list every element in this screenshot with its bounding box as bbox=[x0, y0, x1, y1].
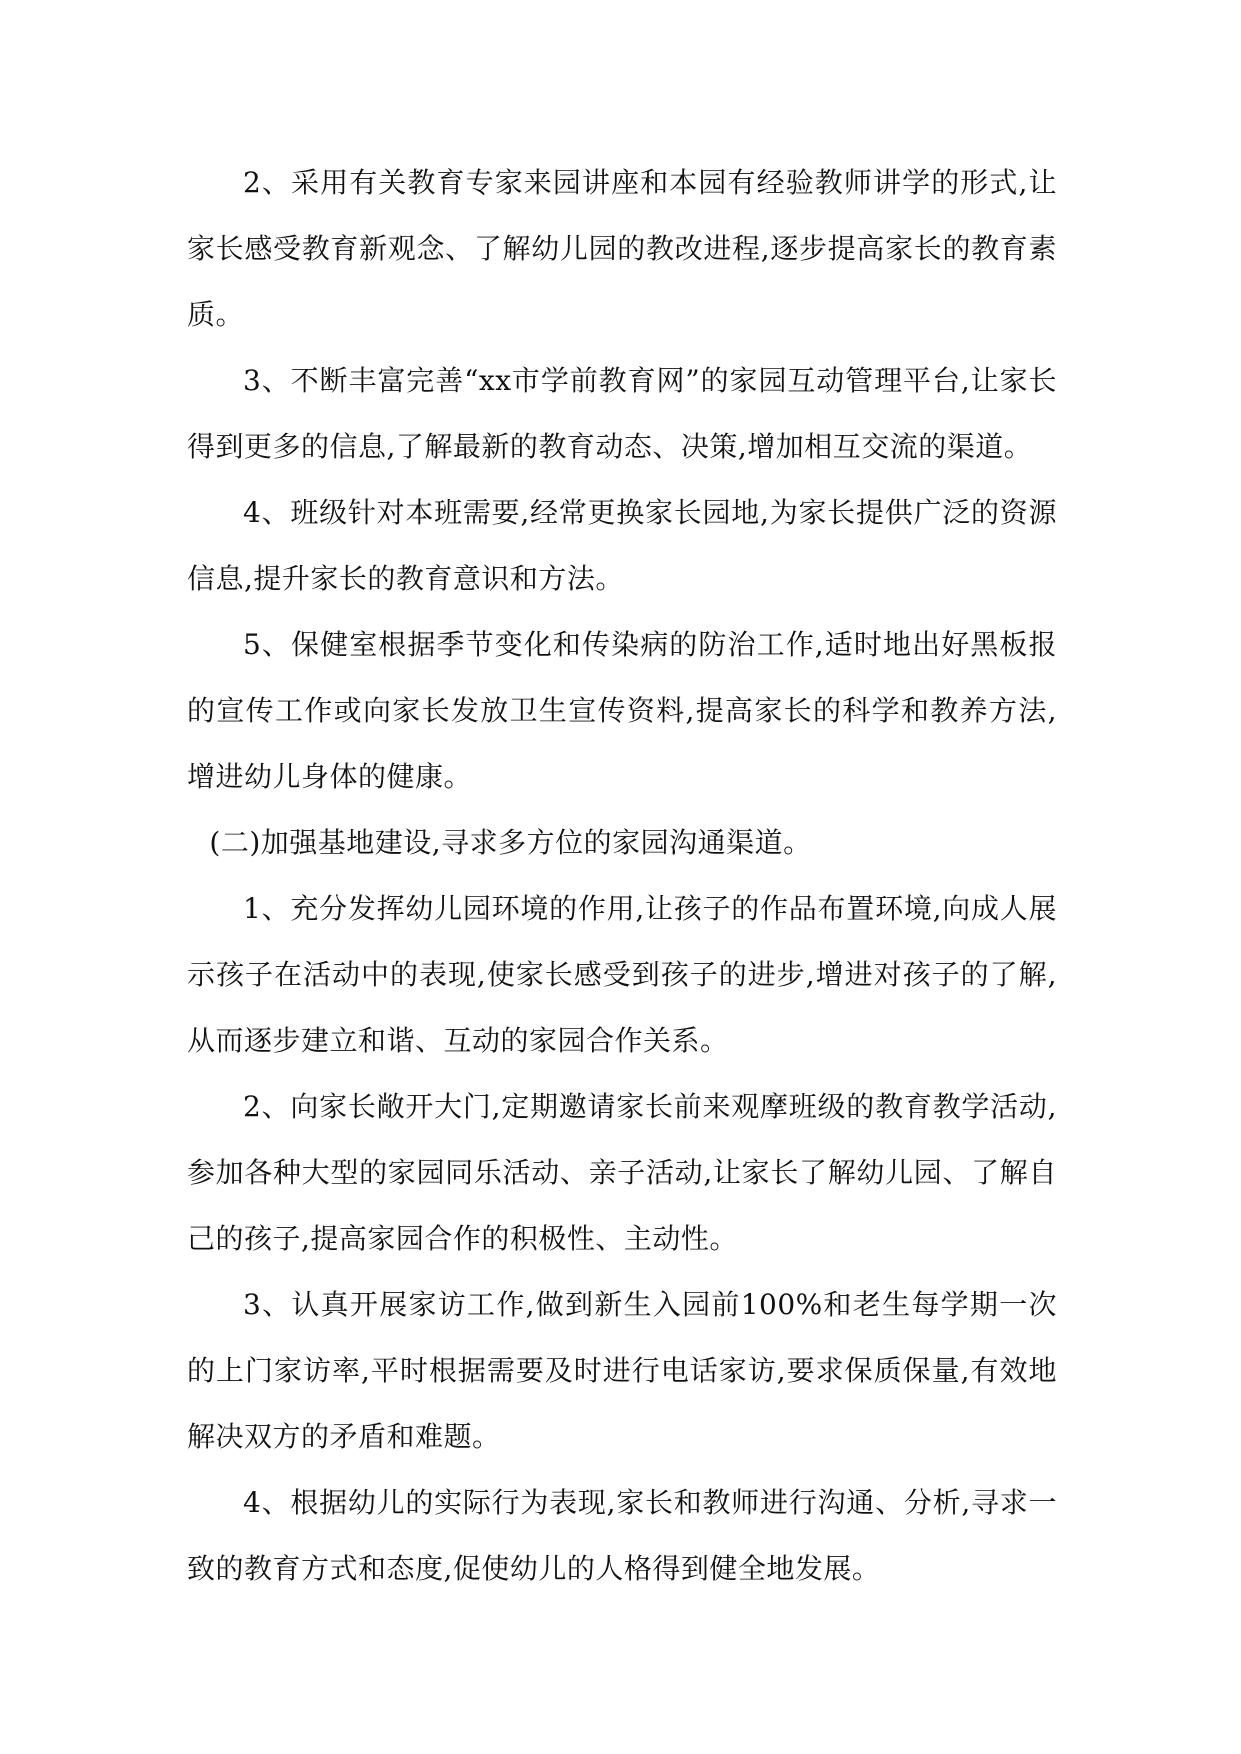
paragraph-item-3-home-visits: 3、认真开展家访工作,做到新生入园前100%和老生每学期一次的上门家访率,平时根据需要及时进行电话家访,要求保质保量,有效地解决双方的矛盾和难题。 bbox=[187, 1288, 1057, 1453]
paragraph-item-4-communication: 4、根据幼儿的实际行为表现,家长和教师进行沟通、分析,寻求一致的教育方式和态度,促使幼儿的人格得到健全地发展。 bbox=[187, 1486, 1057, 1585]
paragraph-item-4-parent-garden: 4、班级针对本班需要,经常更换家长园地,为家长提供广泛的资源信息,提升家长的教育意识和方法。 bbox=[187, 496, 1057, 595]
paragraph-item-2-open-door: 2、向家长敞开大门,定期邀请家长前来观摩班级的教育教学活动,参加各种大型的家园同乐活动、亲子活动,让家长了解幼儿园、了解自己的孩子,提高家园合作的积极性、主动性。 bbox=[187, 1090, 1057, 1255]
paragraph-item-5-health-room: 5、保健室根据季节变化和传染病的防治工作,适时地出好黑板报的宣传工作或向家长发放卫生宣传资料,提高家长的科学和教养方法,增进幼儿身体的健康。 bbox=[187, 628, 1057, 793]
paragraph-item-3-website: 3、不断丰富完善“xx市学前教育网”的家园互动管理平台,让家长得到更多的信息,了解最新的教育动态、决策,增加相互交流的渠道。 bbox=[187, 364, 1057, 463]
paragraph-item-2-lectures: 2、采用有关教育专家来园讲座和本园有经验教师讲学的形式,让家长感受教育新观念、了解幼儿园的教改进程,逐步提高家长的教育素质。 bbox=[187, 166, 1057, 331]
paragraph-item-1-environment: 1、充分发挥幼儿园环境的作用,让孩子的作品布置环境,向成人展示孩子在活动中的表现,使家长感受到孩子的进步,增进对孩子的了解,从而逐步建立和谐、互动的家园合作关系。 bbox=[187, 892, 1057, 1057]
section-heading-2: (二)加强基地建设,寻求多方位的家园沟通渠道。 bbox=[209, 826, 812, 859]
document-body bbox=[187, 150, 1057, 1602]
